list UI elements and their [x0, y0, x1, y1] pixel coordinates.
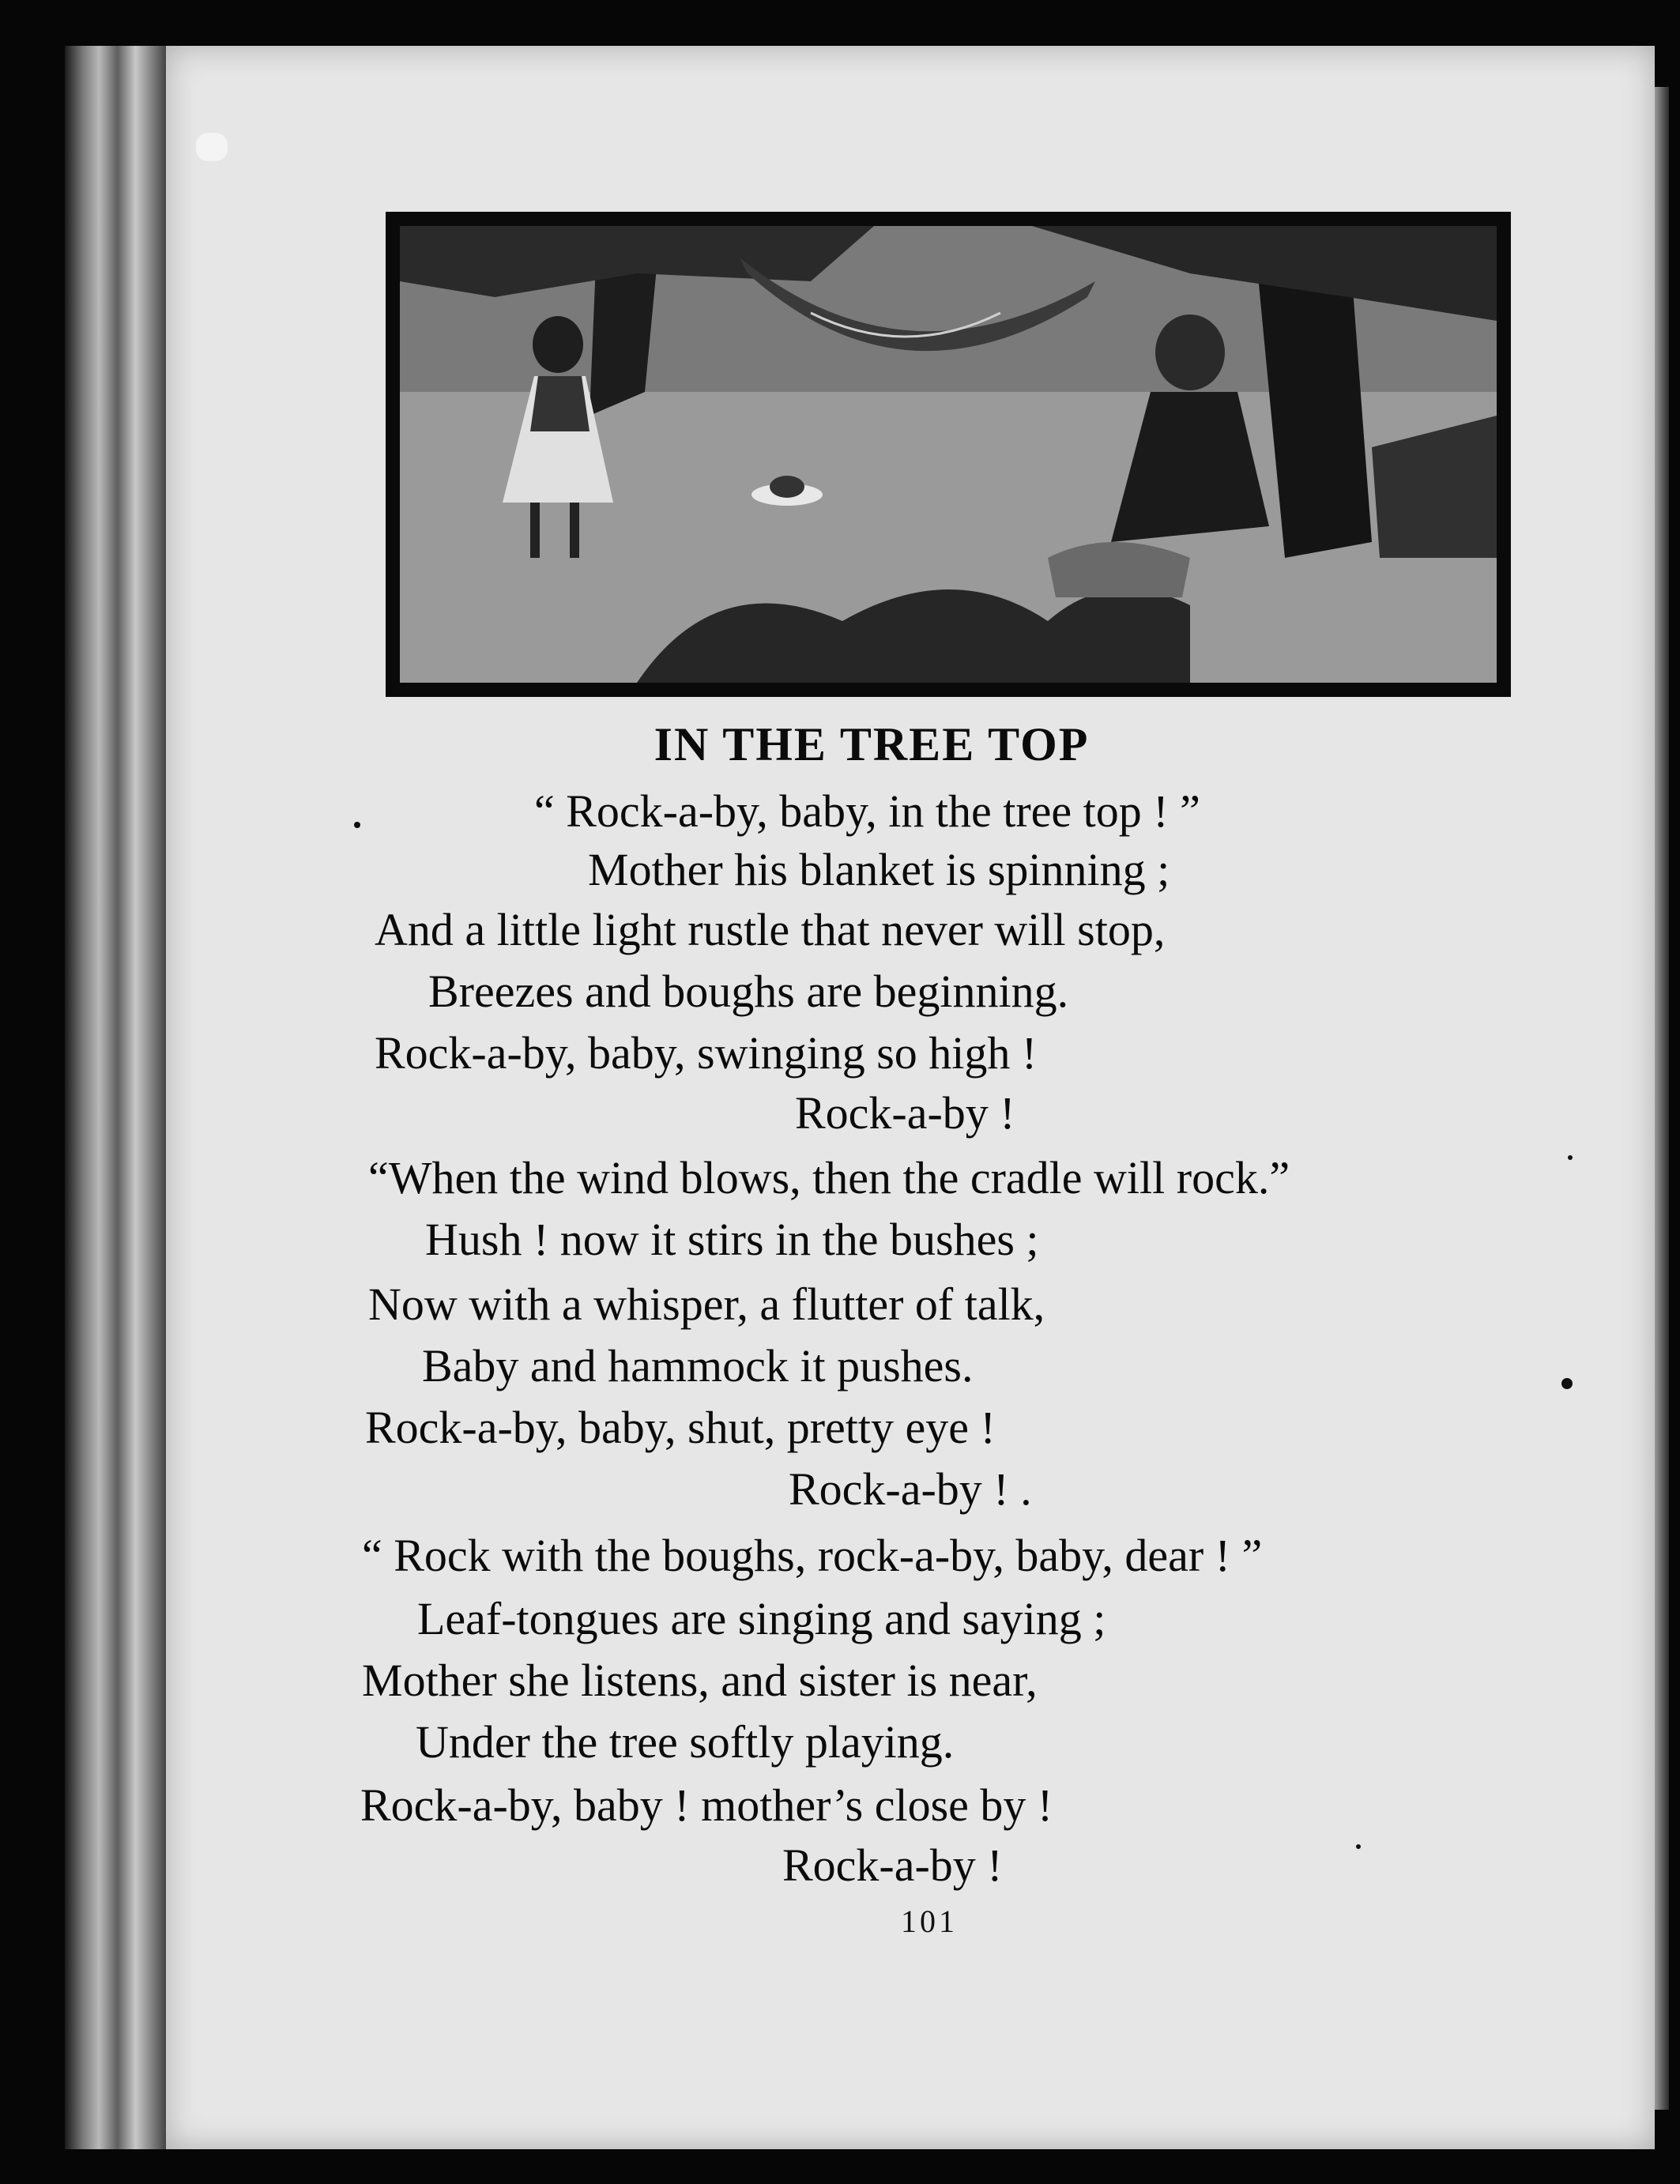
poem-title: IN THE TREE TOP [654, 718, 1090, 770]
scan-speck [1561, 1378, 1573, 1389]
scan-artifact [196, 133, 228, 161]
illustration-icon [400, 226, 1497, 683]
book-binding [65, 46, 166, 2149]
page-number: 101 [901, 1903, 958, 1939]
poem-line: Leaf-tongues are singing and saying ; [417, 1593, 1106, 1644]
poem-line: “ Rock with the boughs, rock-a-by, baby, dear ! ” [362, 1530, 1263, 1581]
poem-line: Breezes and boughs are beginning. [428, 966, 1069, 1017]
poem-line: Rock-a-by, baby, shut, pretty eye ! [365, 1402, 996, 1453]
poem-line: Rock-a-by, baby, swinging so high ! [375, 1027, 1038, 1079]
page-edge [1655, 87, 1669, 2110]
poem-line: Mother she listens, and sister is near, [362, 1655, 1038, 1706]
poem-line: Now with a whisper, a flutter of talk, [368, 1278, 1045, 1330]
poem-line: “When the wind blows, then the cradle will rock.” [368, 1152, 1290, 1203]
poem-line: Under the tree softly playing. [416, 1716, 955, 1768]
poem-line: And a little light rustle that never will stop, [375, 904, 1166, 955]
poem-line: Mother his blanket is spinning ; [588, 844, 1170, 895]
scan-speck [1568, 1155, 1573, 1160]
scan-speck [1356, 1844, 1361, 1849]
poem-line: Hush ! now it stirs in the bushes ; [425, 1214, 1039, 1265]
poem-line: Baby and hammock it pushes. [422, 1340, 974, 1391]
poem-line: Rock-a-by ! [782, 1839, 1003, 1891]
poem-line: Rock-a-by, baby ! mother’s close by ! [360, 1779, 1053, 1831]
poem-line: Rock-a-by ! . [789, 1463, 1032, 1515]
poem-line: “ Rock-a-by, baby, in the tree top ! ” [534, 785, 1200, 837]
scan-speck [354, 822, 360, 828]
illustration [386, 212, 1511, 697]
poem-line: Rock-a-by ! [795, 1087, 1015, 1139]
